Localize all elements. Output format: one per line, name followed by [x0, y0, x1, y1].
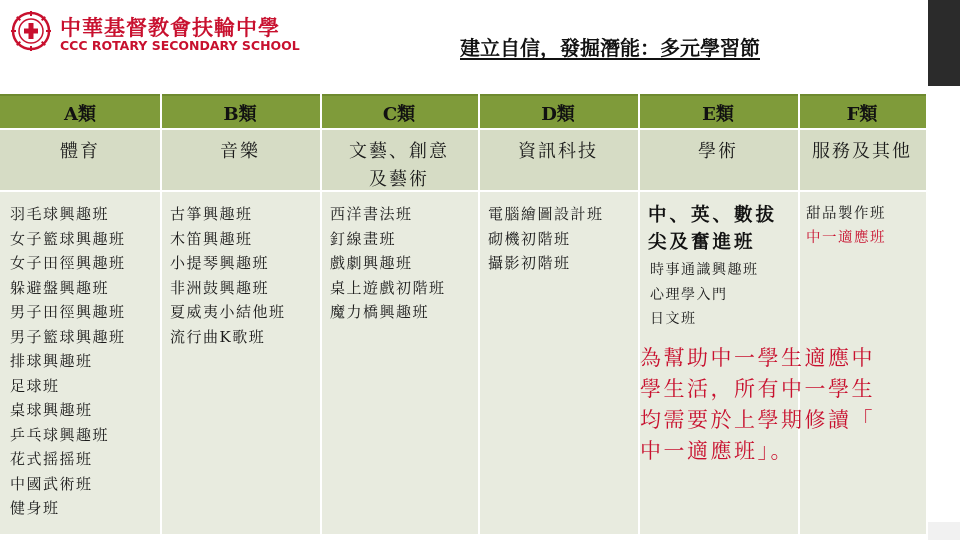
list-item: 甜品製作班	[806, 206, 886, 222]
list-item: 桌球興趣班	[10, 401, 93, 419]
category-d-subtitle: 資訊科技	[518, 141, 598, 162]
corner-decoration	[928, 0, 960, 86]
column-header-a: A類	[64, 104, 96, 125]
s1-orientation-note	[640, 343, 930, 467]
list-item: 日文班	[650, 311, 697, 327]
list-item: 流行曲K歌班	[170, 327, 266, 346]
list-item: 男子田徑興趣班	[10, 303, 126, 321]
list-item: 夏威夷小結他班	[170, 303, 286, 321]
category-b-subtitle: 音樂	[220, 141, 260, 162]
list-item: 木笛興趣班	[170, 229, 253, 248]
column-header-b: B類	[223, 104, 257, 125]
column-header-f: F類	[846, 104, 878, 125]
highlight-line: 尖及奮進班	[648, 232, 756, 253]
list-item: 心理學入門	[650, 286, 728, 303]
note-line: 中一適應班」。	[640, 439, 794, 463]
category-c-list	[330, 202, 446, 325]
category-e-highlight	[648, 202, 777, 256]
note-line: 為幫助中一學生適應中	[640, 346, 875, 370]
row-divider	[0, 128, 926, 130]
category-c-subtitle-line1: 文藝、創意	[349, 141, 449, 162]
rotary-emblem-icon	[10, 10, 52, 52]
note-line: 均需要於上學期修讀「	[640, 408, 875, 432]
list-item: 非洲鼓興趣班	[170, 278, 270, 297]
list-item: 足球班	[10, 376, 60, 395]
highlight-line: 中、英、數拔	[648, 205, 778, 226]
column-header-e: E類	[702, 104, 734, 125]
list-item: 女子籃球興趣班	[10, 229, 126, 248]
list-item: 躲避盤興趣班	[10, 278, 110, 297]
list-item: 電腦繪圖設計班	[488, 205, 604, 223]
corner-decoration-bottom	[928, 522, 960, 540]
school-name-cn: 中華基督教會扶輪中學	[60, 16, 280, 40]
column-header-c: C類	[382, 104, 416, 125]
list-item: 羽毛球興趣班	[10, 205, 110, 223]
school-name-en: CCC ROTARY SECONDARY SCHOOL	[60, 38, 300, 53]
category-d-list	[488, 202, 604, 276]
column-header-d: D類	[541, 104, 575, 125]
list-item: 戲劇興趣班	[330, 254, 413, 272]
category-f-list	[806, 202, 886, 250]
list-item: 桌上遊戲初階班	[330, 278, 446, 297]
course-table	[0, 94, 926, 534]
list-item: 攝影初階班	[488, 254, 571, 272]
slide-title: 建立自信，發掘潛能：多元學習節	[460, 36, 760, 60]
category-c-subtitle-line2: 及藝術	[369, 169, 429, 190]
list-item: 排球興趣班	[10, 352, 93, 370]
list-item: 健身班	[10, 499, 60, 517]
note-line: 學生活，所有中一學生	[640, 377, 875, 401]
list-item: 時事通識興趣班	[650, 262, 759, 278]
list-item: 釘線畫班	[330, 229, 397, 248]
category-a-list	[10, 202, 126, 521]
list-item: 西洋書法班	[330, 205, 413, 223]
category-e-subtitle: 學術	[698, 141, 738, 162]
category-e-list	[650, 258, 759, 332]
list-item: 古箏興趣班	[170, 205, 253, 223]
school-logo	[10, 8, 300, 60]
list-item: 中國武術班	[10, 474, 93, 493]
category-a-subtitle: 體育	[60, 141, 100, 162]
list-item: 花式摇摇班	[10, 450, 93, 468]
list-item: 砌機初階班	[488, 229, 571, 248]
category-c-subtitle	[320, 138, 478, 194]
category-f-subtitle: 服務及其他	[812, 141, 912, 162]
list-item: 男子籃球興趣班	[10, 327, 126, 346]
list-item: 乒乓球興趣班	[10, 425, 110, 444]
list-item: 中一適應班	[806, 230, 886, 246]
list-item: 魔力橋興趣班	[330, 303, 430, 321]
category-b-list	[170, 202, 286, 349]
list-item: 小提琴興趣班	[170, 254, 270, 272]
list-item: 女子田徑興趣班	[10, 254, 126, 272]
